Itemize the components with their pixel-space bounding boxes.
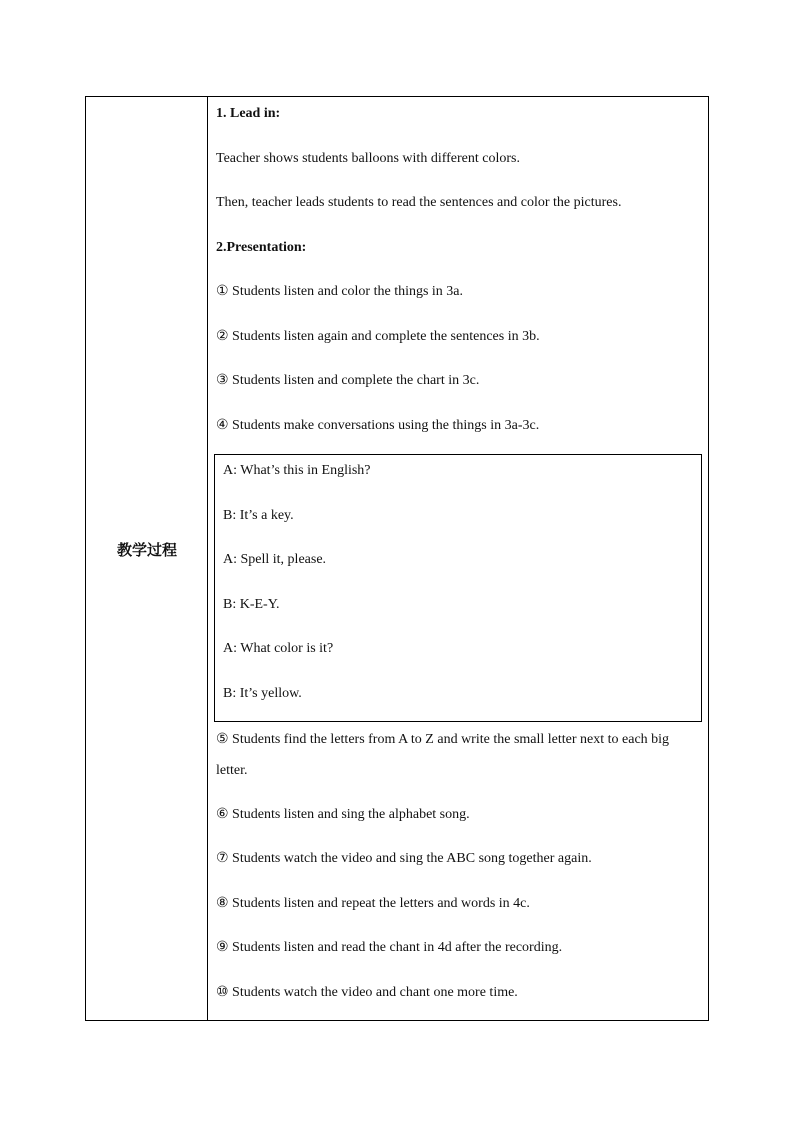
presentation-step: ⑦ Students watch the video and sing the ABC song together again. xyxy=(216,851,592,866)
dialogue-line: A: What color is it? xyxy=(223,641,334,656)
presentation-step: ⑨ Students listen and read the chant in 4d after the recording. xyxy=(216,940,563,955)
presentation-step: ① Students listen and color the things in 3a. xyxy=(216,284,464,299)
lesson-plan-table xyxy=(85,96,709,1021)
presentation-step: ② Students listen again and complete the sentences in 3b. xyxy=(216,329,540,344)
presentation-step: ④ Students make conversations using the things in 3a-3c. xyxy=(216,418,540,433)
dialogue-line: B: It’s a key. xyxy=(223,508,294,523)
dialogue-line: A: Spell it, please. xyxy=(223,552,327,567)
section-label: 教学过程 xyxy=(116,541,177,559)
presentation-step: ⑩ Students watch the video and chant one more time. xyxy=(216,985,518,1000)
lead-in-heading: 1. Lead in: xyxy=(216,106,281,121)
lead-in-line: Then, teacher leads students to read the sentences and color the pictures. xyxy=(216,195,622,210)
content-cell xyxy=(208,97,708,1020)
presentation-step: ③ Students listen and complete the chart in 3c. xyxy=(216,373,480,388)
presentation-step: ⑤ Students find the letters from A to Z and write the small letter next to each big letter. xyxy=(216,732,670,778)
label-cell xyxy=(86,97,208,1020)
lead-in-line: Teacher shows students balloons with different colors. xyxy=(216,151,520,166)
dialogue-line: B: K-E-Y. xyxy=(223,597,280,612)
dialogue-line: A: What’s this in English? xyxy=(223,463,371,478)
presentation-step: ⑧ Students listen and repeat the letters and words in 4c. xyxy=(216,896,530,911)
dialogue-box xyxy=(214,454,702,722)
presentation-heading: 2.Presentation: xyxy=(216,240,307,255)
dialogue-line: B: It’s yellow. xyxy=(223,686,302,701)
presentation-step: ⑥ Students listen and sing the alphabet song. xyxy=(216,807,470,822)
